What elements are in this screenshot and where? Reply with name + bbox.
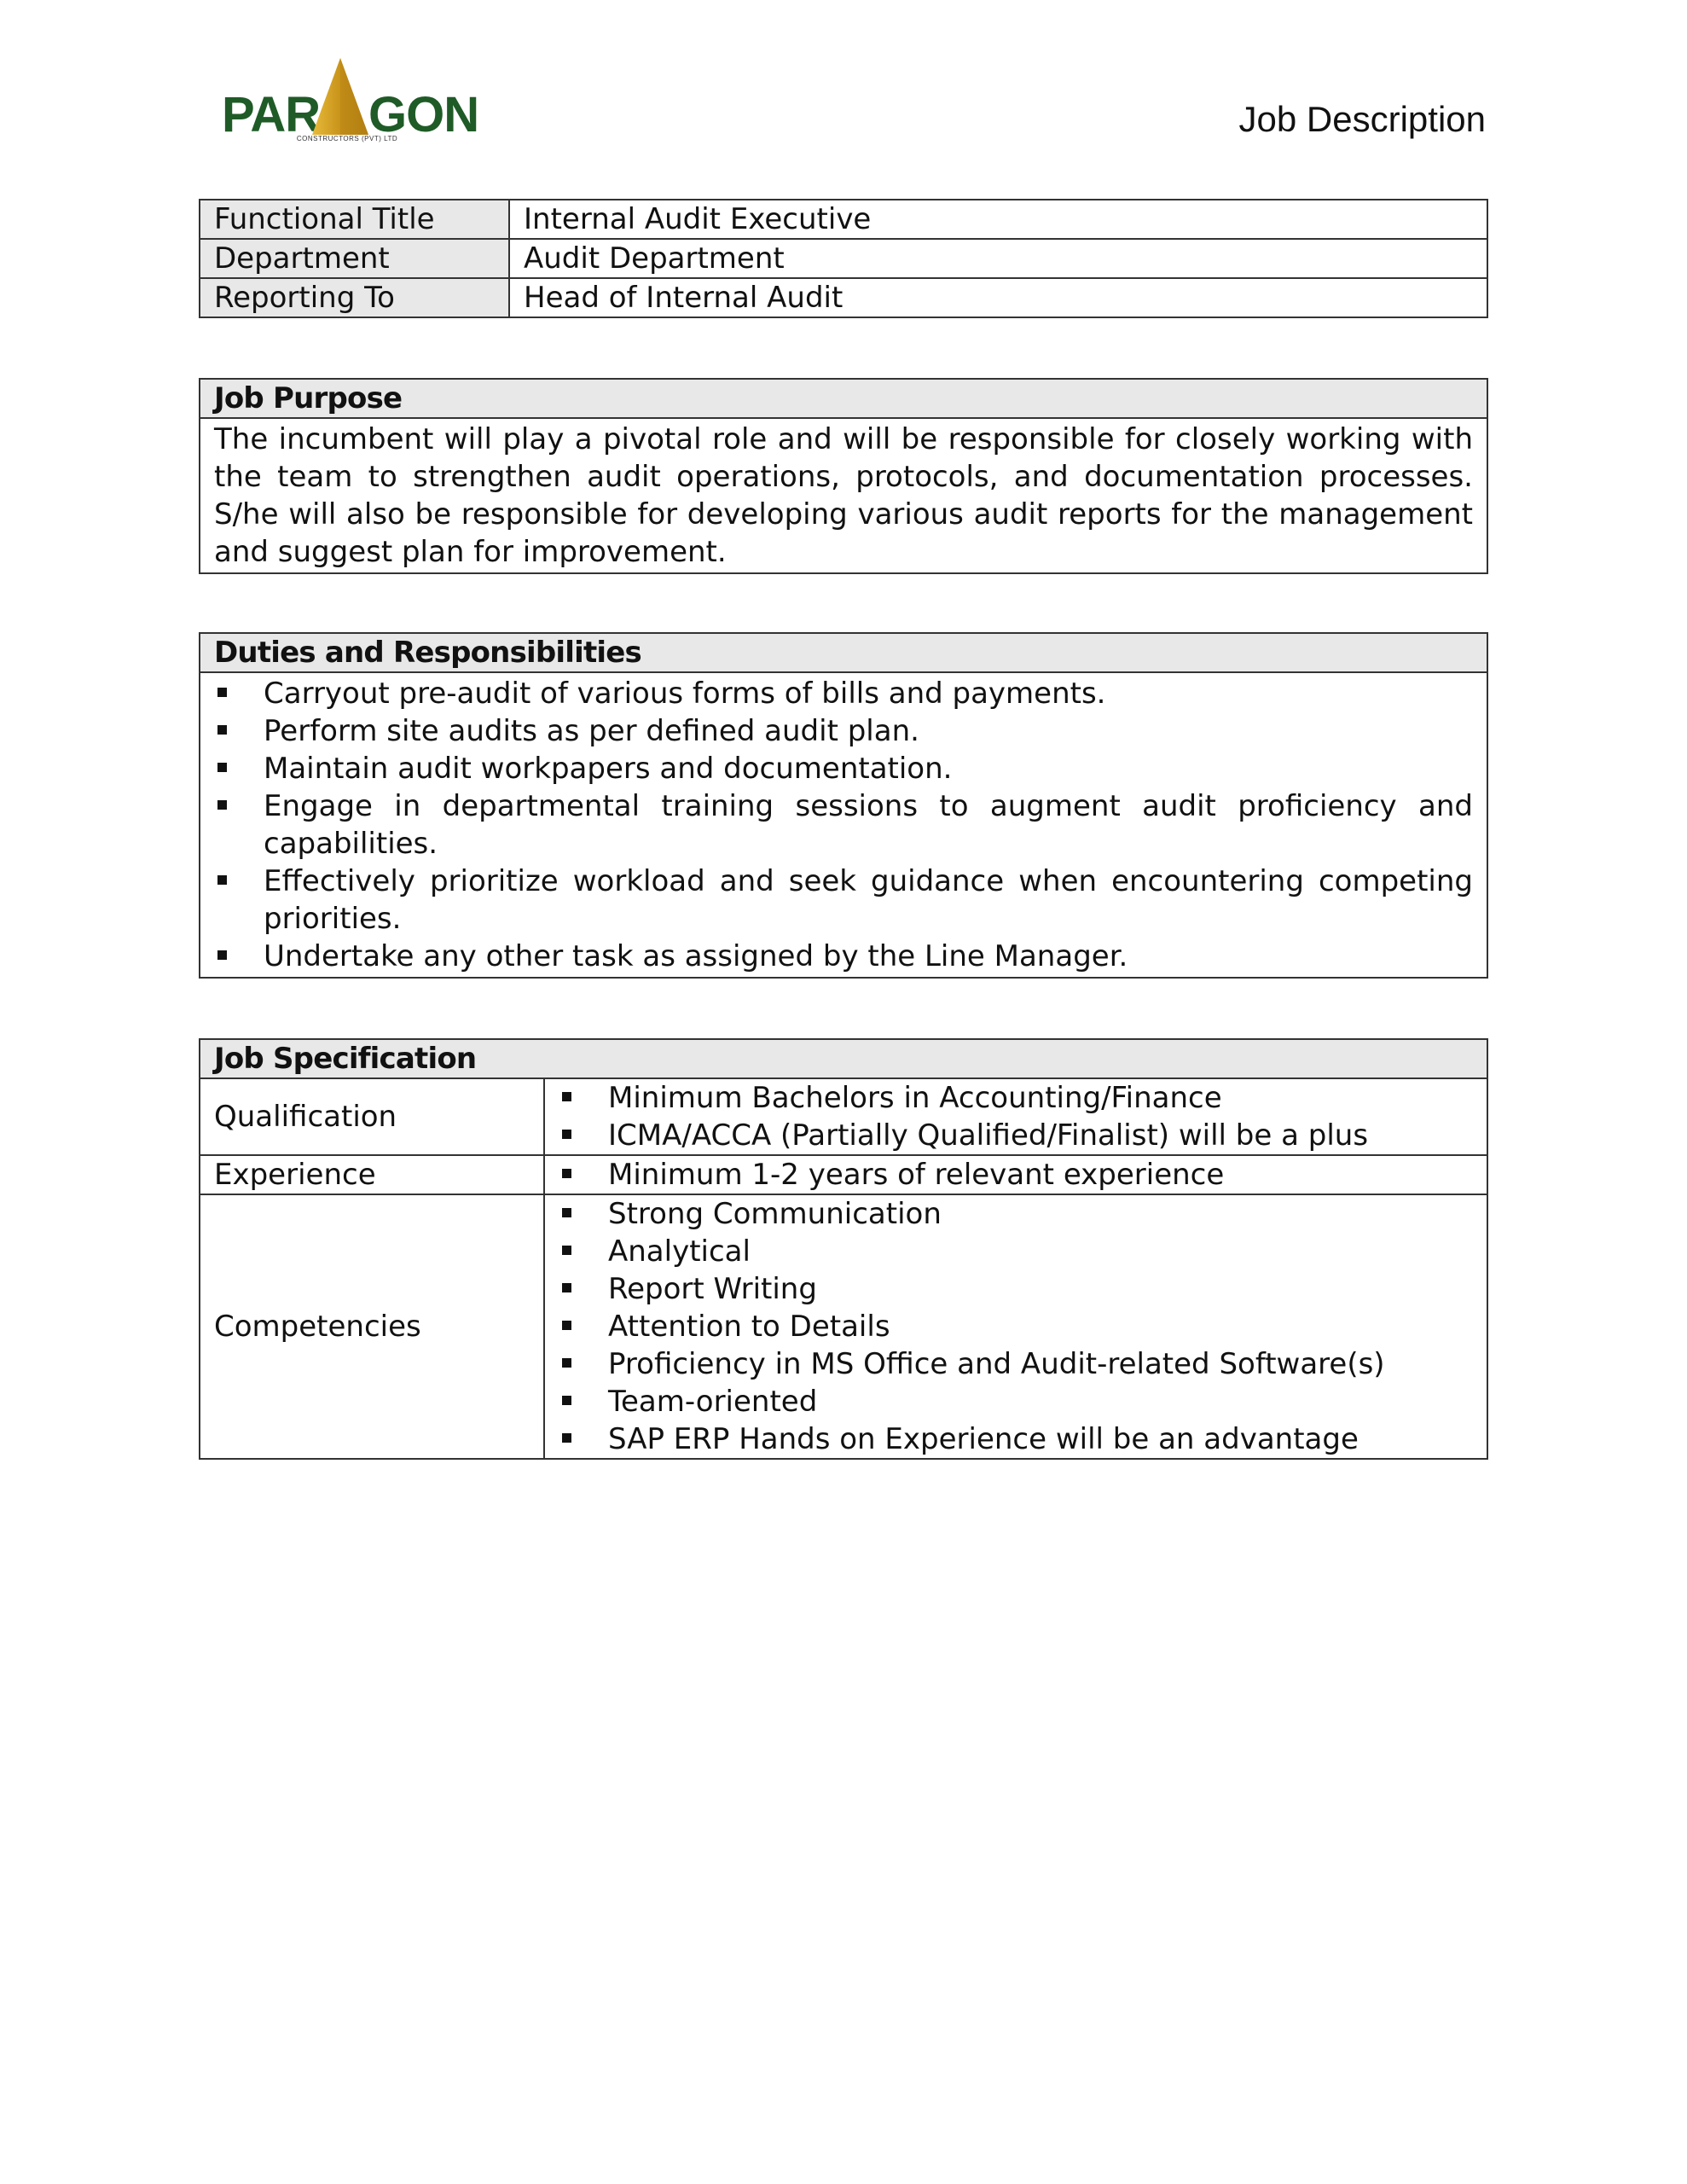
job-specification-table xyxy=(199,1038,1488,1460)
list-item: SAP ERP Hands on Experience will be an advantage xyxy=(559,1420,1473,1458)
experience-cell xyxy=(544,1155,1487,1194)
list-item: ICMA/ACCA (Partially Qualified/Finalist) will be a plus xyxy=(559,1117,1473,1154)
company-logo xyxy=(210,56,479,150)
job-purpose-heading: Job Purpose xyxy=(200,379,1487,418)
qualification-label: Qualification xyxy=(200,1078,544,1155)
table-row xyxy=(200,278,1487,317)
logo-subtitle: CONSTRUCTORS (PVT) LTD xyxy=(296,135,398,142)
department-value: Audit Department xyxy=(509,239,1487,278)
logo-word-right: GON xyxy=(368,87,479,142)
list-item: Maintain audit workpapers and documentation. xyxy=(214,750,1473,787)
experience-label: Experience xyxy=(200,1155,544,1194)
duties-table xyxy=(199,632,1488,979)
list-item: Minimum 1-2 years of relevant experience xyxy=(559,1156,1473,1194)
table-row xyxy=(200,1194,1487,1459)
list-item: Perform site audits as per defined audit plan. xyxy=(214,712,1473,750)
duties-list-cell xyxy=(200,672,1487,978)
list-item: Effectively prioritize workload and seek guidance when encountering competing priorities. xyxy=(214,863,1473,938)
job-specification-heading: Job Specification xyxy=(200,1039,1487,1078)
list-item: Report Writing xyxy=(559,1270,1473,1308)
functional-title-label: Functional Title xyxy=(200,200,509,239)
department-label: Department xyxy=(200,239,509,278)
list-item: Proficiency in MS Office and Audit-related Software(s) xyxy=(559,1345,1473,1383)
table-row xyxy=(200,200,1487,239)
duties-list xyxy=(214,675,1473,975)
list-item: Carryout pre-audit of various forms of bills and payments. xyxy=(214,675,1473,712)
qualification-list xyxy=(559,1079,1473,1154)
list-item: Minimum Bachelors in Accounting/Finance xyxy=(559,1079,1473,1117)
competencies-label: Competencies xyxy=(200,1194,544,1459)
logo-triangle-icon xyxy=(310,56,370,138)
functional-title-value: Internal Audit Executive xyxy=(509,200,1487,239)
table-row xyxy=(200,239,1487,278)
reporting-to-label: Reporting To xyxy=(200,278,509,317)
list-item: Engage in departmental training sessions to augment audit proficiency and capabilities. xyxy=(214,787,1473,863)
list-item: Team-oriented xyxy=(559,1383,1473,1420)
competencies-cell xyxy=(544,1194,1487,1459)
list-item: Analytical xyxy=(559,1233,1473,1270)
job-purpose-text: The incumbent will play a pivotal role and will be responsible for closely working with the team to strengthen audit operations, protocols, and documentation processes. S/he will also be responsible for developing various audit reports for the management and suggest plan for improvement. xyxy=(200,418,1487,573)
duties-heading: Duties and Responsibilities xyxy=(200,633,1487,672)
document-title: Job Description xyxy=(1238,99,1486,139)
job-info-table xyxy=(199,199,1488,318)
table-row xyxy=(200,1155,1487,1194)
list-item: Undertake any other task as assigned by the Line Manager. xyxy=(214,938,1473,975)
competencies-list xyxy=(559,1195,1473,1458)
list-item: Attention to Details xyxy=(559,1308,1473,1345)
table-row xyxy=(200,1078,1487,1155)
experience-list xyxy=(559,1156,1473,1194)
list-item: Strong Communication xyxy=(559,1195,1473,1233)
qualification-cell xyxy=(544,1078,1487,1155)
job-purpose-table xyxy=(199,378,1488,574)
logo-word-left: PAR xyxy=(222,87,321,142)
reporting-to-value: Head of Internal Audit xyxy=(509,278,1487,317)
